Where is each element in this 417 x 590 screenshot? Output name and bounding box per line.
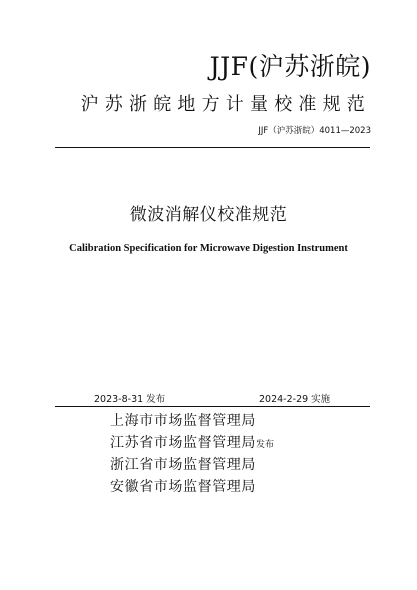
issue-date: 2023-8-31 发布 [94,394,166,405]
footer-divider [55,406,370,407]
series-title: 沪苏浙皖地方计量校准规范 [80,94,371,115]
authority-jiangsu [110,431,274,453]
authority-suffix: 发布 [256,440,275,450]
authority-shanghai [110,409,274,431]
authority-name: 江苏省市场监督管理局 [110,435,256,451]
header-divider [55,147,370,148]
document-title-chinese: 微波消解仪校准规范 [129,205,288,225]
authority-anhui [110,475,274,497]
authority-name: 上海市市场监督管理局 [110,413,256,429]
standard-code: JJF(沪苏浙皖) [209,52,371,81]
authority-name: 浙江省市场监督管理局 [110,457,256,473]
authority-name: 安徽省市场监督管理局 [110,479,256,495]
standard-number: JJF（沪苏浙皖）4011—2023 [258,126,371,136]
document-title-english: Calibration Specification for Microwave Digestion Instrument [69,243,348,254]
implementation-date: 2024-2-29 实施 [259,394,331,405]
issuing-authorities [110,409,274,497]
authority-zhejiang [110,453,274,475]
